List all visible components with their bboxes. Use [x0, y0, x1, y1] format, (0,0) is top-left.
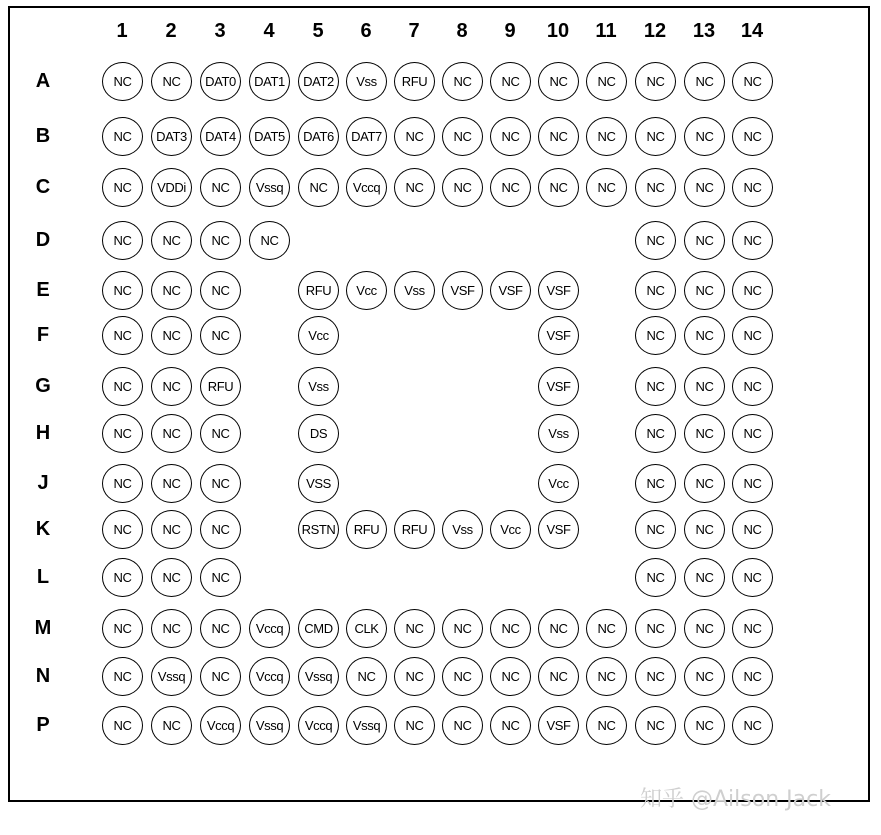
ball-G12: NC — [635, 367, 676, 406]
ball-K2: NC — [151, 510, 192, 549]
ball-E14: NC — [732, 271, 773, 310]
ball-K1: NC — [102, 510, 143, 549]
ball-H3: NC — [200, 414, 241, 453]
column-header-11: 11 — [595, 20, 617, 42]
row-header-F: F — [36, 324, 50, 346]
ball-G13: NC — [684, 367, 725, 406]
ball-B5: DAT6 — [298, 117, 339, 156]
ball-G5: Vss — [298, 367, 339, 406]
ball-M14: NC — [732, 609, 773, 648]
ball-G10: VSF — [538, 367, 579, 406]
ball-H2: NC — [151, 414, 192, 453]
ball-M2: NC — [151, 609, 192, 648]
ball-K12: NC — [635, 510, 676, 549]
ball-N4: Vccq — [249, 657, 290, 696]
column-header-5: 5 — [312, 20, 324, 42]
ball-F14: NC — [732, 316, 773, 355]
ball-J12: NC — [635, 464, 676, 503]
ball-L13: NC — [684, 558, 725, 597]
ball-P4: Vssq — [249, 706, 290, 745]
ball-A10: NC — [538, 62, 579, 101]
ball-M1: NC — [102, 609, 143, 648]
ball-J5: VSS — [298, 464, 339, 503]
ball-J2: NC — [151, 464, 192, 503]
ball-A3: DAT0 — [200, 62, 241, 101]
ball-M6: CLK — [346, 609, 387, 648]
ball-C4: Vssq — [249, 168, 290, 207]
ball-C2: VDDi — [151, 168, 192, 207]
ball-C5: NC — [298, 168, 339, 207]
ball-D2: NC — [151, 221, 192, 260]
ball-M3: NC — [200, 609, 241, 648]
ball-C1: NC — [102, 168, 143, 207]
ball-P2: NC — [151, 706, 192, 745]
ball-J10: Vcc — [538, 464, 579, 503]
ball-F10: VSF — [538, 316, 579, 355]
ball-F5: Vcc — [298, 316, 339, 355]
watermark: 知乎 @Ailson Jack — [640, 787, 831, 812]
ball-B14: NC — [732, 117, 773, 156]
row-header-M: M — [34, 617, 52, 639]
ball-D13: NC — [684, 221, 725, 260]
column-header-1: 1 — [116, 20, 128, 42]
ball-E13: NC — [684, 271, 725, 310]
ball-M13: NC — [684, 609, 725, 648]
row-header-G: G — [35, 375, 51, 397]
ball-B2: DAT3 — [151, 117, 192, 156]
ball-H5: DS — [298, 414, 339, 453]
ball-A11: NC — [586, 62, 627, 101]
ball-E8: VSF — [442, 271, 483, 310]
ball-E12: NC — [635, 271, 676, 310]
ball-H13: NC — [684, 414, 725, 453]
ball-N3: NC — [200, 657, 241, 696]
column-header-3: 3 — [214, 20, 226, 42]
ball-C12: NC — [635, 168, 676, 207]
ball-D14: NC — [732, 221, 773, 260]
ball-P12: NC — [635, 706, 676, 745]
ball-B7: NC — [394, 117, 435, 156]
row-header-A: A — [35, 70, 51, 92]
ball-C9: NC — [490, 168, 531, 207]
ball-M4: Vccq — [249, 609, 290, 648]
ball-M9: NC — [490, 609, 531, 648]
ball-P13: NC — [684, 706, 725, 745]
ball-H14: NC — [732, 414, 773, 453]
ball-A8: NC — [442, 62, 483, 101]
ball-F1: NC — [102, 316, 143, 355]
column-header-10: 10 — [546, 20, 570, 42]
ball-N5: Vssq — [298, 657, 339, 696]
ball-N8: NC — [442, 657, 483, 696]
ball-L2: NC — [151, 558, 192, 597]
ball-G14: NC — [732, 367, 773, 406]
ball-E1: NC — [102, 271, 143, 310]
ball-H1: NC — [102, 414, 143, 453]
ball-E5: RFU — [298, 271, 339, 310]
row-header-N: N — [35, 665, 51, 687]
ball-P11: NC — [586, 706, 627, 745]
ball-F13: NC — [684, 316, 725, 355]
ball-N9: NC — [490, 657, 531, 696]
ball-A13: NC — [684, 62, 725, 101]
column-header-14: 14 — [740, 20, 764, 42]
ball-D1: NC — [102, 221, 143, 260]
ball-C10: NC — [538, 168, 579, 207]
ball-A7: RFU — [394, 62, 435, 101]
ball-A12: NC — [635, 62, 676, 101]
ball-M12: NC — [635, 609, 676, 648]
ball-P5: Vccq — [298, 706, 339, 745]
ball-P8: NC — [442, 706, 483, 745]
ball-P3: Vccq — [200, 706, 241, 745]
row-header-J: J — [37, 472, 49, 494]
column-header-8: 8 — [456, 20, 468, 42]
ball-G1: NC — [102, 367, 143, 406]
ball-P9: NC — [490, 706, 531, 745]
ball-D12: NC — [635, 221, 676, 260]
ball-A6: Vss — [346, 62, 387, 101]
ball-A5: DAT2 — [298, 62, 339, 101]
ball-L1: NC — [102, 558, 143, 597]
ball-K7: RFU — [394, 510, 435, 549]
ball-D4: NC — [249, 221, 290, 260]
ball-E6: Vcc — [346, 271, 387, 310]
ball-N12: NC — [635, 657, 676, 696]
ball-B9: NC — [490, 117, 531, 156]
ball-N13: NC — [684, 657, 725, 696]
ball-K10: VSF — [538, 510, 579, 549]
ball-K8: Vss — [442, 510, 483, 549]
ball-P6: Vssq — [346, 706, 387, 745]
ball-C8: NC — [442, 168, 483, 207]
column-header-7: 7 — [408, 20, 420, 42]
ball-B1: NC — [102, 117, 143, 156]
column-header-9: 9 — [504, 20, 516, 42]
row-header-E: E — [36, 279, 50, 301]
ball-F3: NC — [200, 316, 241, 355]
ball-P10: VSF — [538, 706, 579, 745]
ball-B6: DAT7 — [346, 117, 387, 156]
ball-K5: RSTN — [298, 510, 339, 549]
row-header-K: K — [35, 518, 51, 540]
ball-J14: NC — [732, 464, 773, 503]
ball-M10: NC — [538, 609, 579, 648]
ball-E3: NC — [200, 271, 241, 310]
ball-E7: Vss — [394, 271, 435, 310]
ball-P7: NC — [394, 706, 435, 745]
ball-N1: NC — [102, 657, 143, 696]
ball-E9: VSF — [490, 271, 531, 310]
ball-M8: NC — [442, 609, 483, 648]
ball-B8: NC — [442, 117, 483, 156]
ball-M7: NC — [394, 609, 435, 648]
ball-M5: CMD — [298, 609, 339, 648]
ball-J13: NC — [684, 464, 725, 503]
ball-F12: NC — [635, 316, 676, 355]
ball-N6: NC — [346, 657, 387, 696]
column-header-4: 4 — [263, 20, 275, 42]
row-header-C: C — [35, 176, 51, 198]
ball-C6: Vccq — [346, 168, 387, 207]
ball-A4: DAT1 — [249, 62, 290, 101]
ball-P1: NC — [102, 706, 143, 745]
ball-J1: NC — [102, 464, 143, 503]
ball-G3: RFU — [200, 367, 241, 406]
ball-N14: NC — [732, 657, 773, 696]
ball-D3: NC — [200, 221, 241, 260]
ball-A9: NC — [490, 62, 531, 101]
ball-K6: RFU — [346, 510, 387, 549]
ball-K13: NC — [684, 510, 725, 549]
ball-A2: NC — [151, 62, 192, 101]
ball-B11: NC — [586, 117, 627, 156]
ball-B13: NC — [684, 117, 725, 156]
row-header-L: L — [36, 566, 50, 588]
ball-E2: NC — [151, 271, 192, 310]
ball-L3: NC — [200, 558, 241, 597]
ball-P14: NC — [732, 706, 773, 745]
ball-B4: DAT5 — [249, 117, 290, 156]
ball-M11: NC — [586, 609, 627, 648]
ball-C11: NC — [586, 168, 627, 207]
column-header-12: 12 — [643, 20, 667, 42]
ball-B12: NC — [635, 117, 676, 156]
ball-C14: NC — [732, 168, 773, 207]
ball-J3: NC — [200, 464, 241, 503]
ball-K3: NC — [200, 510, 241, 549]
ball-C13: NC — [684, 168, 725, 207]
ball-A14: NC — [732, 62, 773, 101]
row-header-H: H — [35, 422, 51, 444]
ball-N7: NC — [394, 657, 435, 696]
ball-B3: DAT4 — [200, 117, 241, 156]
row-header-D: D — [35, 229, 51, 251]
ball-L14: NC — [732, 558, 773, 597]
ball-C7: NC — [394, 168, 435, 207]
column-header-6: 6 — [360, 20, 372, 42]
ball-L12: NC — [635, 558, 676, 597]
row-header-B: B — [35, 125, 51, 147]
ball-B10: NC — [538, 117, 579, 156]
ball-C3: NC — [200, 168, 241, 207]
column-header-13: 13 — [692, 20, 716, 42]
ball-N10: NC — [538, 657, 579, 696]
ball-K9: Vcc — [490, 510, 531, 549]
ball-A1: NC — [102, 62, 143, 101]
ball-N11: NC — [586, 657, 627, 696]
ball-H10: Vss — [538, 414, 579, 453]
column-header-2: 2 — [165, 20, 177, 42]
ball-H12: NC — [635, 414, 676, 453]
ball-G2: NC — [151, 367, 192, 406]
ball-K14: NC — [732, 510, 773, 549]
ball-E10: VSF — [538, 271, 579, 310]
ball-F2: NC — [151, 316, 192, 355]
row-header-P: P — [36, 714, 50, 736]
ball-N2: Vssq — [151, 657, 192, 696]
